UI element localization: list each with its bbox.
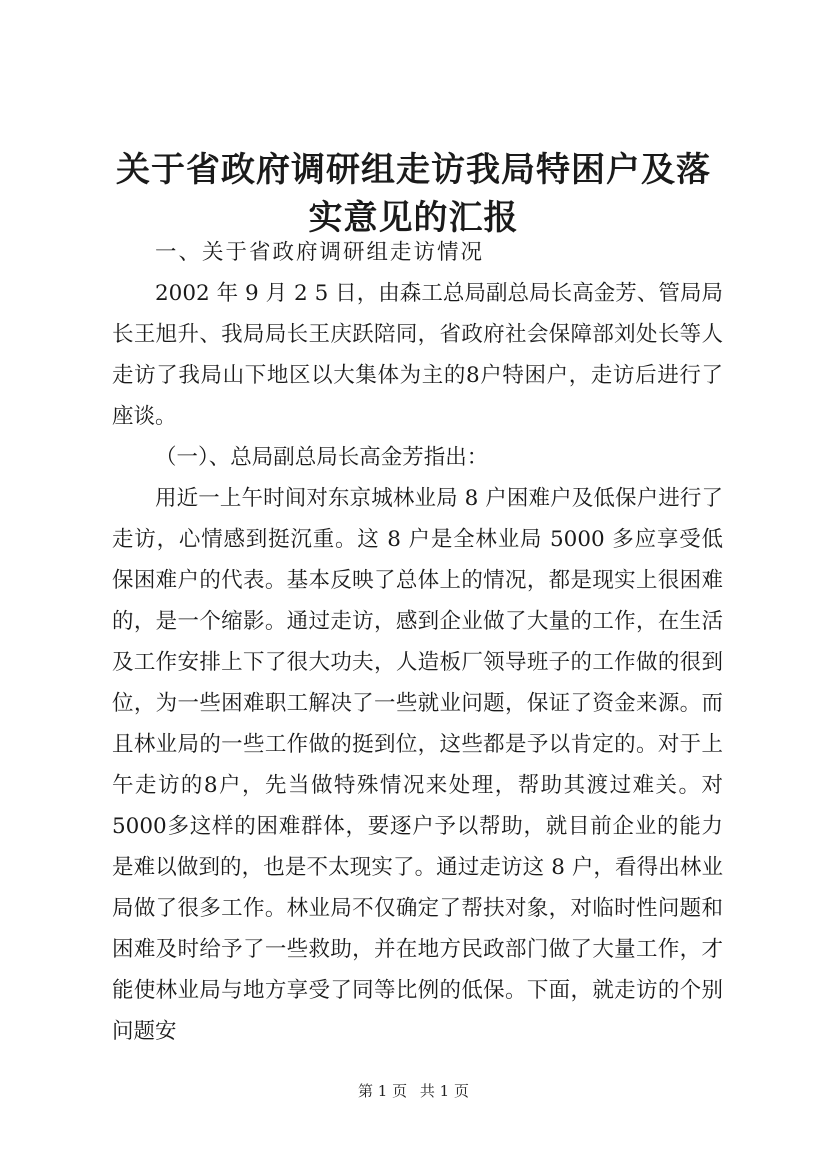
- total-pages: 共 1 页: [419, 1082, 469, 1100]
- page-footer: [0, 1080, 827, 1101]
- document-body: [112, 232, 723, 1052]
- page-number: 第 1 页: [358, 1082, 408, 1100]
- subsection-heading: （一）、总局副总局长高金芳指出：: [155, 445, 489, 470]
- section-heading: 一、关于省政府调研组走访情况: [155, 240, 485, 265]
- body-paragraph: 用近一上午时间对东京城林业局 8 户困难户及低保户进行了走访，心情感到挺沉重。这 8 户是全林业局 5000 多应享受低保困难户的代表。基本反映了总体上的情况，都是现实上很困难的，是一个缩影。通过走访，感到企业做了大量的工作，在生活及工作安排上下了很大功夫，人造板厂领导班子的工作做的很到位，为一些困难职工解决了一些就业问题，保证了资金来源。而且林业局的一些工作做的挺到位，这些都是予以肯定的。对于上午走访的8户，先当做特殊情况来处理，帮助其渡过难关。对5000多这样的困难群体，要逐户予以帮助，就目前企业的能力是难以做到的，也是不太现实了。通过走访这 8 户，看得出林业局做了很多工作。林业局不仅确定了帮扶对象，对临时性问题和困难及时给予了一些救助，并在地方民政部门做了大量工作，才能使林业局与地方享受了同等比例的低保。下面，就走访的个别问题安: [112, 486, 723, 1044]
- body-paragraph: 2002 年 9 月 2 5 日，由森工总局副总局长高金芳、管局局长王旭升、我局局长王庆跃陪同，省政府社会保障部刘处长等人走访了我局山下地区以大集体为主的8户特困户，走访后进行了座谈。: [112, 281, 723, 429]
- document-title: 关于省政府调研组走访我局特困户及落实意见的汇报: [116, 150, 711, 238]
